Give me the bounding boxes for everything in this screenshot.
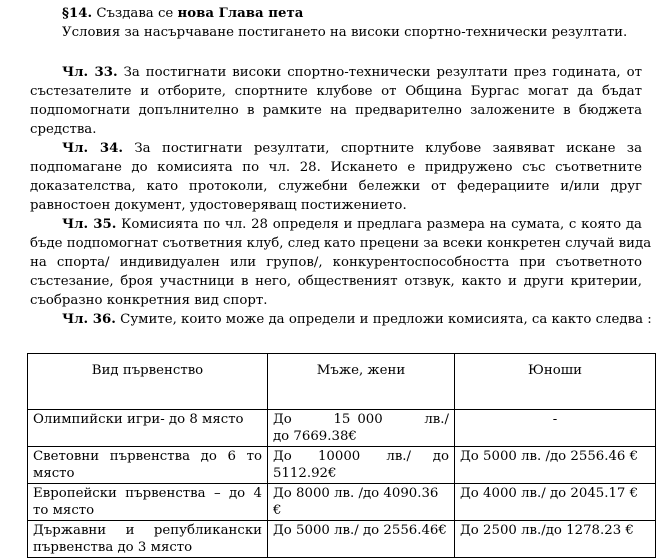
article-33-line-2: състезателите и отборите, спортните клубове от Община Бургас могат да бъдат (30, 84, 642, 99)
table-cell: До 10000 лв./ до 5112.92€ (268, 447, 455, 484)
article-35-line-3: на спорта/ индивидуален или групов/, конкурентоспособността при съответното (30, 255, 642, 270)
table-row (28, 410, 656, 447)
article-34-line-2: подпомагане до комисията по чл. 28. Искането е придружено със съответните (30, 160, 642, 175)
table-header-cell: Юноши (455, 354, 656, 410)
article-34-line-4: равностоен документ, удостоверяващ постижението. (30, 198, 407, 213)
article-33-line-3: подпомогнати допълнително в рамките на предварително заложените в бюджета (30, 103, 642, 118)
awards-table (27, 353, 656, 558)
table-header-cell: Вид първенство (28, 354, 268, 410)
article-35-line-5: съобразно конкретния вид спорт. (30, 293, 268, 308)
table-cell: До 8000 лв. /до 4090.36 € (268, 484, 455, 521)
article-33-line-4: средства. (30, 122, 97, 137)
article-34-line-1: Чл. 34. За постигнати резултати, спортните клубове заявяват искане за (62, 141, 642, 156)
table-cell: Олимпийски игри- до 8 място (28, 410, 268, 447)
table-cell: Световни първенства до 6 то място (28, 447, 268, 484)
article-35-number: Чл. 35. (62, 217, 117, 232)
table-cell: До 5000 лв./ до 2556.46€ (268, 521, 455, 558)
table-row (28, 484, 656, 521)
section-subtitle: Условия за насърчаване постигането на високи спортно-технически резултати. (62, 25, 628, 40)
table-header-row (28, 354, 656, 410)
article-35-line-2: бъде подпомогнат съответния клуб, след като прецени за всеки конкретен случай вида (30, 236, 652, 251)
article-33-line-1: Чл. 33. За постигнати високи спортно-технически резултати през годината, от (62, 65, 642, 80)
article-36-line-1: Чл. 36. Сумите, които може да определи и предложи комисията, са както следва : (62, 312, 652, 327)
article-35-line-1: Чл. 35. Комисията по чл. 28 определя и предлага размера на сумата, с която да (62, 217, 642, 232)
article-35-line-4: състезание, броя участници в него, общественият отзвук, както и други критерии, (30, 274, 642, 289)
article-33-number: Чл. 33. (62, 65, 118, 80)
table-row (28, 447, 656, 484)
article-34-line-3: доказателства, като протоколи, служебни бележки от федерациите и/или друг (30, 179, 642, 194)
table-cell: До 5000 лв. /до 2556.46 € (455, 447, 656, 484)
section-label: §14. (62, 6, 93, 21)
section-text: Създава се (92, 6, 178, 21)
table-cell: До 2500 лв./до 1278.23 € (455, 521, 656, 558)
table-cell: - (455, 410, 656, 447)
section-bold-text: нова Глава пета (177, 6, 304, 21)
table-header-cell: Мъже, жени (268, 354, 455, 410)
table-row (28, 521, 656, 558)
table-cell: До 4000 лв./ до 2045.17 € (455, 484, 656, 521)
table-cell: Европейски първенства – до 4 то място (28, 484, 268, 521)
table-cell: Държавни и републикански първенства до 3 място (28, 521, 268, 558)
section-heading (62, 4, 303, 23)
table-cell: До 15 000 лв./ до 7669.38€ (268, 410, 455, 447)
article-36-number: Чл. 36. (62, 312, 116, 327)
article-34-number: Чл. 34. (62, 141, 124, 156)
